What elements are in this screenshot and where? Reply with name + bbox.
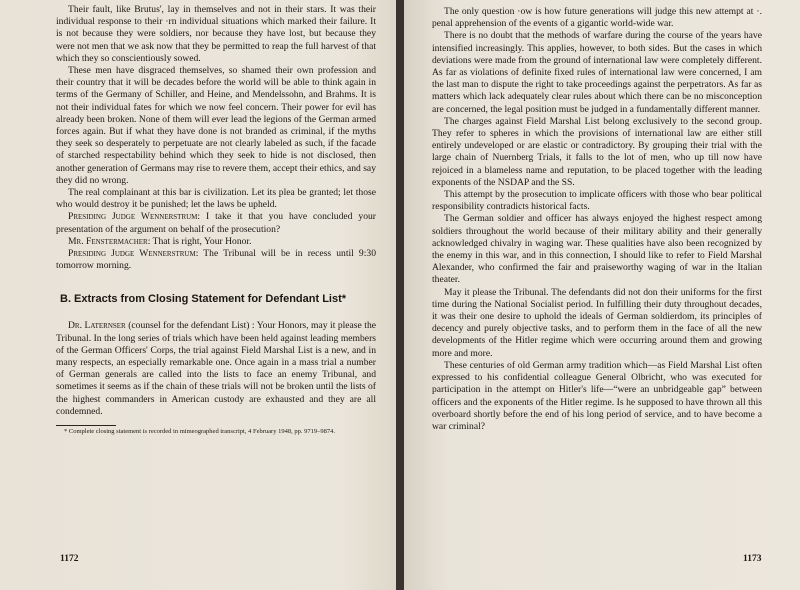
speaker-name: Mr. Fenstermacher <box>68 235 148 247</box>
paragraph: There is no doubt that the methods of warfare during the course of the years have intensified increasingly. This applies, however, to both sides. But the cases in which deviations were made from the ground of international law were completely different. As far as violations of definite fixed rules of international law were concerned, I am the last man to dispute the right to take proceedings against the perpetrators. As far as matters which lack adequately clear rules about which there can be no misconception are concerned, the legal position must be judged in a fundamentally different manner. <box>432 30 762 115</box>
dialogue-text: : I take it that you have concluded your presentation of the argument on behalf of the prosecution? <box>56 211 376 235</box>
paragraph: This attempt by the prosecution to implicate officers with those who bear political responsibility contradicts historical facts. <box>432 189 762 213</box>
paragraph <box>56 320 376 418</box>
paragraph: These men have disgraced themselves, so shamed their own profession and their country that it will be decades before the world will be able to think again in terms of the Germany of Schiller, and Heine, and Mendelssohn, and Brahms. It is not their individual fates for which we now feel concern. Their power for evil has already been broken. None of them will ever lead the legions of the German armed forces again. But if what they have done is not branded as criminal, if the myths they seek so desperately to perpetuate are not clearly labeled as such, if the facade of starched respectability behind which they seek to hide is not disclosed, then another generation of Germans may rise to revere them, accept their ethics, and say they did no wrong. <box>56 65 376 186</box>
speaker-name: Dr. Laternser <box>68 320 126 332</box>
book-gutter <box>396 0 404 590</box>
dialogue-line <box>56 211 376 235</box>
footnote-rule <box>56 425 116 426</box>
paragraph: The German soldier and officer has always enjoyed the highest respect among soldiers throughout the world because of their military ability and their generally acknowledged chivalry in waging war. These qualities have also been recognized by the enemy in this war, and in this connection, I should like to refer to Field Marshal Alexander, who confirmed the fair and praiseworthy waging of war in the Italian theater. <box>432 213 762 286</box>
paragraph: These centuries of old German army tradition which—as Field Marshal List often expressed to his confidential colleague General Olbricht, who was executed for participation in the attempt on Hitler's life—“were an unbridgeable gap” between officers and the exponents of the Hitler regime. Is he supposed to have thrown all this overboard shortly before the end of his long period of service, and to have become a war criminal? <box>432 359 762 432</box>
paragraph: Their fault, like Brutus', lay in themselves and not in their stars. It was their individual response to their ·rn individual situations which marked their failure. It is not because they were soldiers, nor because they have lost, but because they were not men that we ask now that they be permitted to reap the full harvest of that which they so conscientiously sowed. <box>56 4 376 64</box>
paragraph: The charges against Field Marshal List belong exclusively to the second group. They refer to spheres in which the provisions of international law are either still entirely undeveloped or are elastic or contradictory. By grouping their trial with the large chain of Nuernberg Trials, it falls to the lot of men, who up till now have rejoiced in a blameless name and reputation, to be placed together with the leading exponents of the NSDAP and the SS. <box>432 115 762 188</box>
paragraph: May it please the Tribunal. The defendants did not don their uniforms for the first time during the National Socialist period. In fulfilling their duty throughout decades, it was their one desire to uphold the ideals of German soldierdom, its principles of decency and purely objective tasks, and to perform them in the face of all the new developments of the Hitler regime which were occurring around them and growing more and more. <box>432 286 762 359</box>
right-page-text <box>432 6 762 433</box>
paragraph: The real complainant at this bar is civilization. Let its plea be granted; let those who would destroy it be punished; let the laws be upheld. <box>56 187 376 211</box>
speaker-name: Presiding Judge Wennerstrum <box>68 248 196 260</box>
paragraph: The only question ·ow is how future generations will judge this new attempt at ·. penal apprehension of the events of a gigantic world-wide war. <box>432 6 762 30</box>
speaker-name: Presiding Judge Wennerstrum <box>68 211 198 223</box>
section-heading: B. Extracts from Closing Statement for Defendant List* <box>60 293 347 306</box>
footnote: * Complete closing statement is recorded in mimeographed transcript, 4 February 1948, pp. 9719–9874. <box>64 428 335 436</box>
page-number: 1172 <box>60 554 79 564</box>
dialogue-line <box>56 248 376 272</box>
paragraph-text: (counsel for the defendant List) : Your Honors, may it please the Tribunal. In the long series of trials which have been held against leading members of the German Officers' Corps, the trial against Field Marshal List is a new, and in many respects, an especially remarkable one. Once again in a mass trial a number of German generals are called into the lists to face an enemy Tribunal, and sometimes it seems as if the chain of these trials will not be broken until the lists of the highest commanders in American custody are exhausted and they are all condemned. <box>56 320 376 417</box>
dialogue-line <box>56 236 376 248</box>
right-page <box>400 0 800 590</box>
dialogue-text: : The Tribunal will be in recess until 9:30 tomorrow morning. <box>56 248 376 272</box>
dialogue-text: : That is right, Your Honor. <box>147 235 252 247</box>
page-number: 1173 <box>743 554 762 564</box>
left-page-text <box>56 4 376 436</box>
